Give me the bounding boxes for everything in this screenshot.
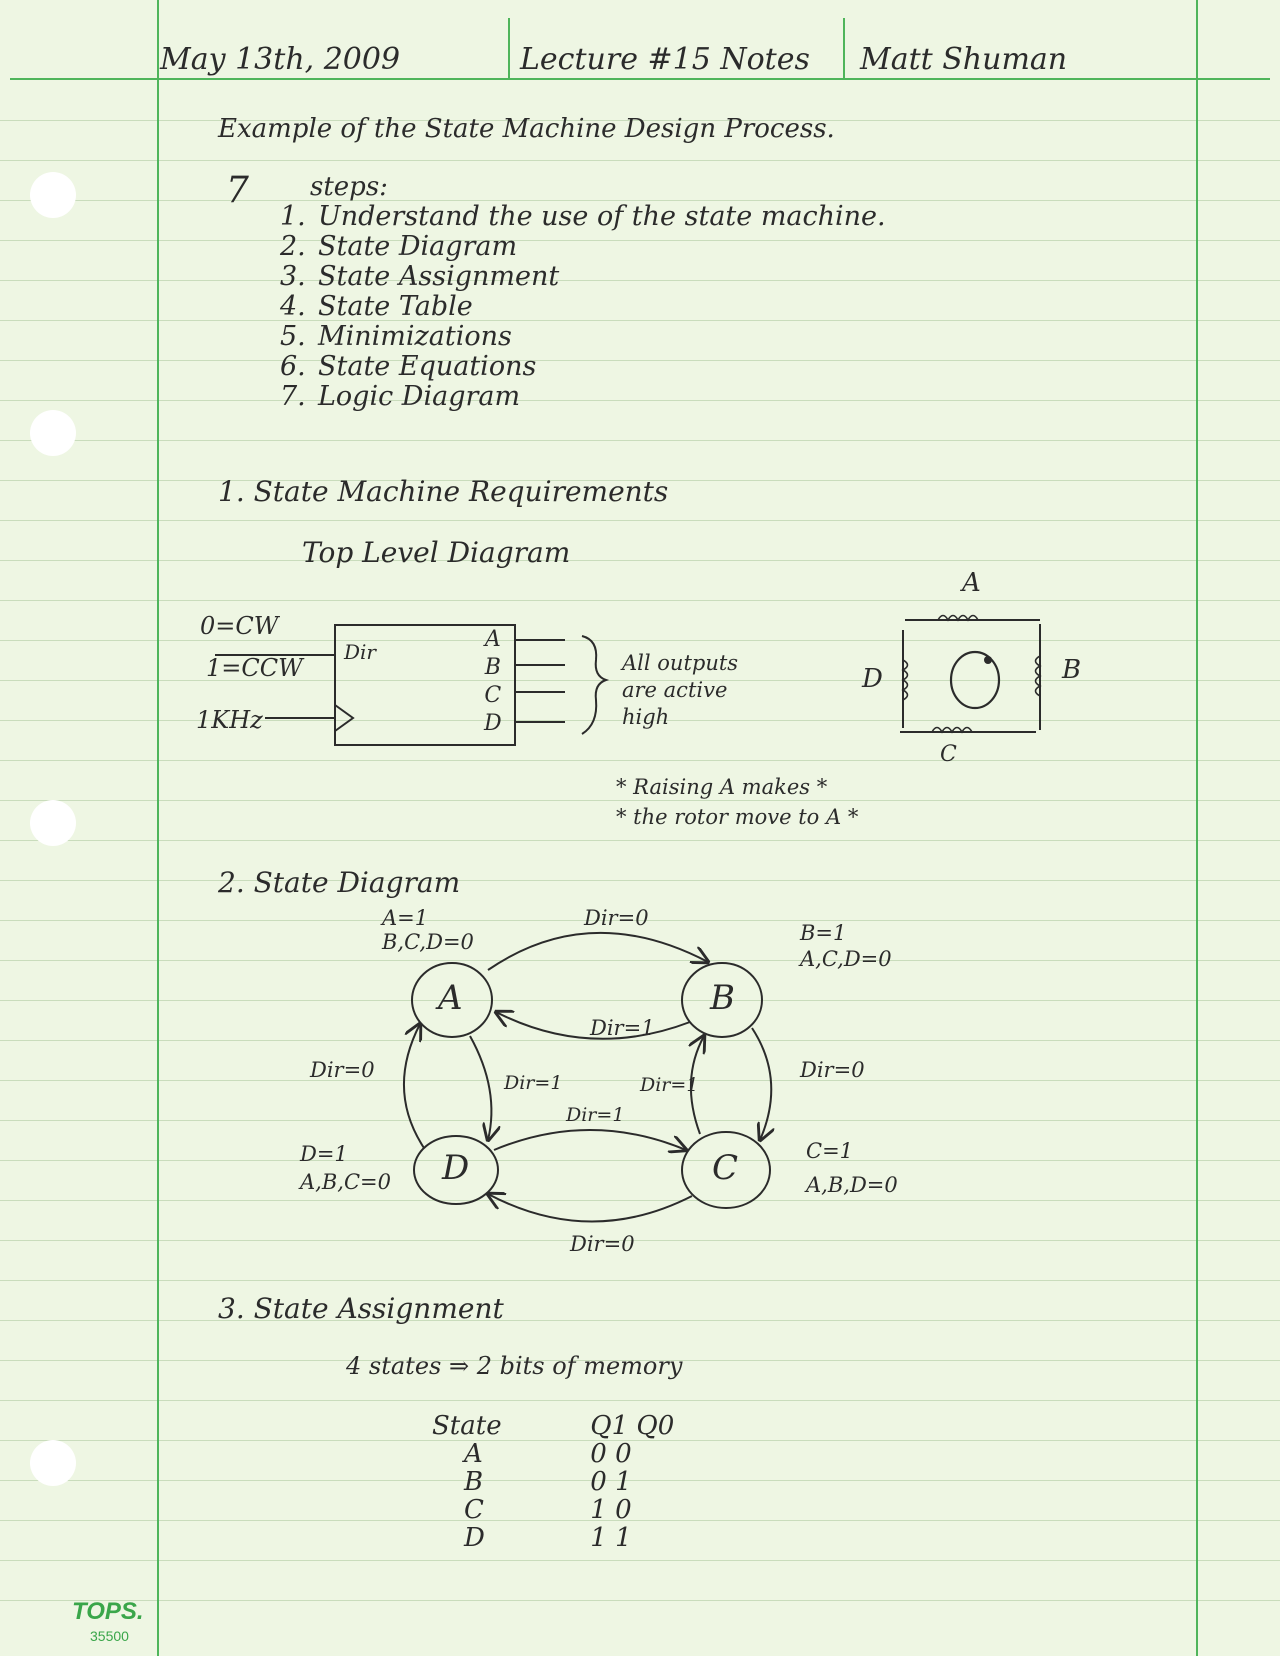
steps-label: steps: <box>310 172 388 202</box>
header-author: Matt Shuman <box>860 42 1068 77</box>
table-cell-bits: 0 0 <box>590 1439 632 1469</box>
state-output-line: B=1 <box>800 921 847 945</box>
table-header-state: State <box>432 1411 502 1441</box>
table-cell-state: C <box>464 1495 484 1525</box>
table-row <box>432 1496 674 1524</box>
transition-d-to-a-label: Dir=0 <box>310 1058 375 1082</box>
state-b-outputs <box>800 920 892 972</box>
motor-note <box>616 772 858 832</box>
motor-label-d: D <box>862 664 883 694</box>
table-cell-bits: 1 0 <box>590 1495 632 1525</box>
state-a-label: A <box>438 978 463 1018</box>
list-item: 7. Logic Diagram <box>280 381 521 412</box>
transition-b-to-c-label: Dir=0 <box>800 1058 865 1082</box>
state-output-line: A,B,D=0 <box>806 1173 898 1197</box>
state-b-label: B <box>710 978 735 1018</box>
header-lecture: Lecture #15 Notes <box>520 42 810 77</box>
transition-c-to-b-label: Dir=1 <box>640 1074 699 1096</box>
table-header-row <box>432 1412 674 1440</box>
section1-subheading: Top Level Diagram <box>302 536 571 569</box>
outputs-note-line: All outputs <box>622 651 739 675</box>
table-cell-state: B <box>464 1467 484 1497</box>
state-c-label: C <box>712 1148 739 1188</box>
output-a-label: A <box>484 627 501 652</box>
motor-sketch <box>900 616 1040 733</box>
product-code: 35500 <box>90 1628 129 1644</box>
table-header-bits: Q1 Q0 <box>590 1411 675 1441</box>
output-c-label: C <box>484 683 502 708</box>
list-item: 6. State Equations <box>280 351 537 382</box>
section1-heading: 1. State Machine Requirements <box>218 475 669 508</box>
outputs-note-line: high <box>622 705 670 729</box>
input-cw-label: 0=CW <box>200 612 279 640</box>
section2-heading: 2. State Diagram <box>218 866 461 899</box>
output-d-label: D <box>484 711 502 736</box>
motor-label-c: C <box>940 742 957 767</box>
transition-c-to-d-label: Dir=0 <box>570 1232 635 1256</box>
state-output-line: A,C,D=0 <box>800 947 892 971</box>
state-a-outputs <box>382 906 474 954</box>
state-d-outputs <box>300 1140 391 1196</box>
motor-label-b: B <box>1062 655 1082 685</box>
input-ccw-label: 1=CCW <box>206 654 303 682</box>
list-item: 2. State Diagram <box>280 231 518 262</box>
list-item: 1. Understand the use of the state machine. <box>280 201 886 232</box>
table-cell-bits: 0 1 <box>590 1467 632 1497</box>
table-row <box>432 1468 674 1496</box>
state-output-line: A,B,C=0 <box>300 1170 391 1194</box>
section3-summary: 4 states ⇒ 2 bits of memory <box>346 1352 683 1380</box>
outputs-note-line: are active <box>622 678 728 702</box>
transition-a-to-b-label: Dir=0 <box>584 906 649 930</box>
table-cell-state: A <box>464 1439 483 1469</box>
motor-note-line: * Raising A makes * <box>616 775 828 799</box>
header-date: May 13th, 2009 <box>160 42 401 77</box>
block-outputs <box>484 626 502 738</box>
motor-label-a: A <box>962 568 981 598</box>
outputs-note <box>622 650 738 731</box>
clock-triangle-icon <box>335 705 353 731</box>
state-output-line: A=1 <box>382 906 429 930</box>
block-input-label: Dir <box>344 640 376 664</box>
list-item: 5. Minimizations <box>280 321 512 352</box>
state-output-line: D=1 <box>300 1142 348 1166</box>
table-row <box>432 1524 674 1552</box>
state-output-line: B,C,D=0 <box>382 930 474 954</box>
transition-a-to-d-label: Dir=1 <box>504 1072 563 1094</box>
tops-logo: TOPS. <box>72 1598 144 1625</box>
steps-count: 7 <box>226 170 249 211</box>
state-assignment-table <box>432 1412 674 1552</box>
brace-icon <box>582 636 606 734</box>
list-item: 4. State Table <box>280 291 473 322</box>
table-cell-state: D <box>464 1523 485 1553</box>
motor-note-line: * the rotor move to A * <box>616 805 859 829</box>
section3-heading: 3. State Assignment <box>218 1292 504 1325</box>
top-level-block <box>215 625 606 745</box>
output-b-label: B <box>484 655 501 680</box>
clock-label: 1KHz <box>196 706 263 734</box>
state-d-label: D <box>442 1148 470 1188</box>
transition-b-to-a-label: Dir=1 <box>590 1016 655 1040</box>
page-title: Example of the State Machine Design Process. <box>218 114 835 144</box>
table-row <box>432 1440 674 1468</box>
transition-d-to-c-label: Dir=1 <box>566 1104 625 1126</box>
state-c-outputs <box>806 1134 898 1202</box>
list-item: 3. State Assignment <box>280 261 560 292</box>
state-output-line: C=1 <box>806 1139 854 1163</box>
table-cell-bits: 1 1 <box>590 1523 632 1553</box>
